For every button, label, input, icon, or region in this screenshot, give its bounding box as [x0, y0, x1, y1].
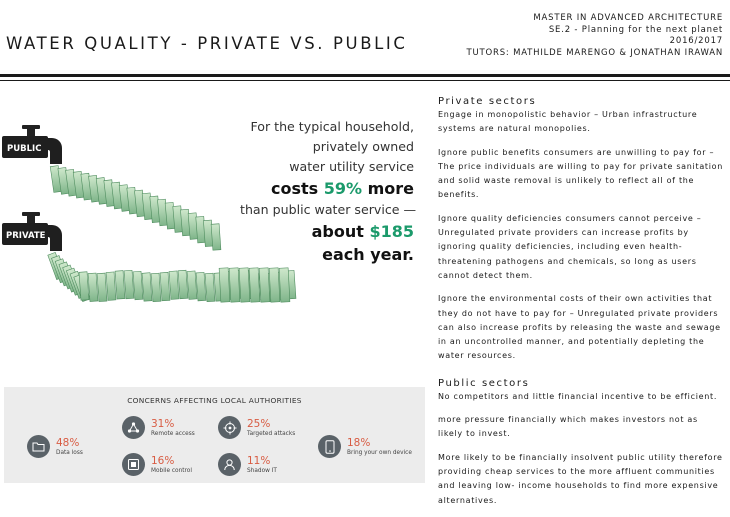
info-line-3: water utility service: [289, 159, 414, 174]
course-meta: [467, 13, 724, 59]
costs-suffix: more: [362, 179, 414, 198]
private-point-1: Engage in monopolistic behavior – Urban infrastructure systems are natural monopolies.: [438, 110, 698, 134]
info-about-line: [240, 220, 414, 243]
analysis-column: [438, 95, 725, 517]
private-point-2: Ignore public benefits consumers are unwilling to pay for – The price individuals are willing to pay for private sanitation and solid waste removal is unlikely to reflect all of the benefits.: [438, 147, 724, 200]
private-point-4: Ignore the environmental costs of their own activities that they do not have to pay for – Unregulated private providers can also increase profits by releasing the waste and sewage in an uncontrolled manner, and potentially depleting the water resources.: [438, 294, 721, 361]
info-line-1: For the typical household,: [250, 119, 414, 134]
program-name: MASTER IN ADVANCED ARCHITECTURE: [533, 13, 723, 23]
cost-comparison-text: [240, 117, 417, 266]
concern-pct: 31%: [151, 417, 175, 430]
folder-icon: [27, 435, 50, 458]
about-prefix: about: [311, 222, 370, 241]
concern-label: Data loss: [56, 449, 83, 456]
course-name: SE.2 - Planning for the next planet: [548, 24, 723, 35]
info-line-2: privately owned: [312, 139, 414, 154]
network-icon: [122, 416, 145, 439]
academic-year: 2016/2017: [669, 36, 723, 46]
info-line-7: each year.: [322, 245, 414, 264]
about-amount: $185: [369, 222, 414, 241]
public-point-3: More likely to be financially insolvent public utility therefore providing cheap services to the more affluent communities and leaving low- income households to find more expensive alternatives.: [438, 452, 723, 505]
costs-percent: 59%: [323, 179, 363, 198]
public-point-2: more pressure financially which makes investors not as likely to invest.: [438, 415, 698, 439]
concern-item-shadow-it: [218, 453, 277, 476]
concern-label: Bring your own device: [347, 449, 412, 456]
concern-pct: 25%: [247, 417, 271, 430]
public-faucet-icon: [2, 125, 62, 164]
concern-item-mobile-control: [122, 453, 192, 476]
concerns-panel: [4, 387, 425, 483]
concern-label: Remote access: [151, 430, 195, 437]
crosshair-icon: [218, 416, 241, 439]
private-point-3: Ignore quality deficiencies consumers cannot perceive – Unregulated private providers can increase profits by ignoring quality deficiencies, including even health-threatening pathogens and chemicals, so long as users cannot detect them.: [438, 213, 702, 280]
concern-pct: 48%: [56, 436, 80, 449]
info-line-5: than public water service —: [240, 202, 417, 217]
private-faucet-icon: [2, 212, 62, 251]
user-icon: [218, 453, 241, 476]
private-sectors-heading: Private sectors: [438, 96, 537, 107]
public-sectors-heading: Public sectors: [438, 377, 530, 389]
concern-label: Targeted attacks: [247, 430, 296, 437]
tutors: TUTORS: MATHILDE MARENGO & JONATHAN IRAWAN: [466, 47, 723, 58]
header-divider-thin: [0, 80, 730, 81]
page-title: WATER QUALITY - PRIVATE VS. PUBLIC: [6, 34, 408, 53]
concern-label: Mobile control: [151, 467, 192, 474]
public-point-1: No competitors and little financial incentive to be efficient.: [438, 391, 718, 401]
header-divider-thick: [0, 74, 730, 77]
info-costs-line: [240, 177, 414, 200]
private-tap-label: PRIVATE: [6, 231, 46, 241]
phone-icon: [318, 435, 341, 458]
concern-label: Shadow IT: [247, 467, 277, 474]
public-money-stream: [50, 166, 221, 251]
costs-prefix: costs: [270, 179, 324, 198]
concern-item-byod: [318, 435, 412, 458]
concern-pct: 11%: [247, 454, 271, 467]
concern-item-remote-access: [122, 416, 195, 439]
public-tap-label: PUBLIC: [7, 144, 42, 154]
concern-item-targeted-attacks: [218, 416, 295, 439]
concern-item-data-loss: [27, 435, 83, 458]
mobile-icon: [122, 453, 145, 476]
concern-pct: 18%: [347, 436, 371, 449]
concerns-title: CONCERNS AFFECTING LOCAL AUTHORITIES: [127, 396, 302, 405]
concern-pct: 16%: [151, 454, 175, 467]
